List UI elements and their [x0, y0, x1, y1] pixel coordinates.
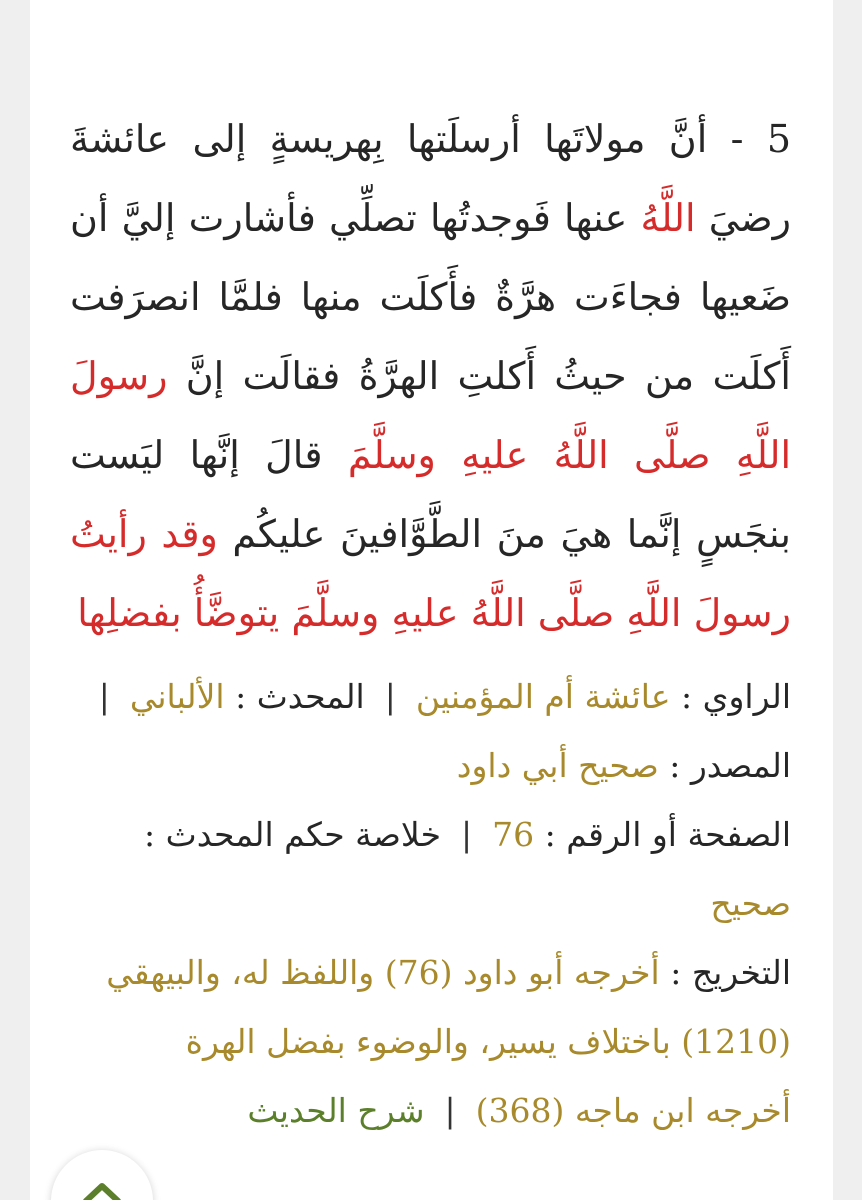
hadith-dash: - [707, 117, 767, 161]
page-value: 76 [492, 815, 535, 854]
page-ruling-row [70, 800, 791, 869]
muhaddith-label: المحدث : [224, 677, 365, 716]
separator: | [384, 677, 396, 716]
hadith-text-part: عنها فَوجدتُها تصلِّي فأشارت إليَّ أن ضَعيها فجاءَت هرَّةٌ فأَكلَت منها فلمَّا انصرَفت أَكلَت من حيثُ أَكلتِ الهرَّةُ فقالَت إنَّ [70, 196, 791, 398]
takhrij-row [70, 938, 791, 1007]
hadith-text-part: قالَ إنَّها ليَست بنجَسٍ إنَّما هيَ منَ الطَّوَّافينَ عليكُم [70, 433, 792, 556]
source-value[interactable]: صحيح أبي داود [456, 746, 659, 785]
hadith-text-part-red: رسولَ اللَّهِ صلَّى اللَّهُ عليهِ وسلَّمَ [70, 354, 791, 477]
hadith-metadata [70, 662, 791, 1145]
source-label: المصدر : [658, 746, 791, 785]
sharh-link[interactable]: شرح الحديث [247, 1091, 425, 1130]
scroll-top-button[interactable] [51, 1150, 153, 1200]
hadith-number: 5 [766, 117, 791, 161]
narrator-row [70, 662, 791, 731]
ruling-label: خلاصة حكم المحدث : [144, 815, 441, 854]
muhaddith-value[interactable]: الألباني [129, 677, 225, 716]
separator: | [444, 1091, 456, 1130]
hadith-text [70, 100, 791, 653]
hadith-text-part: أنَّ مولاتَها أرسلَتها بِهريسةٍ إلى عائشةَ رضيَ [70, 117, 791, 240]
takhrij-line-2: (1210) باختلاف يسير، والوضوء بفضل الهرة [185, 1022, 791, 1061]
page-label: الصفحة أو الرقم : [534, 815, 791, 854]
separator: | [98, 677, 110, 716]
takhrij-row-2 [70, 1007, 791, 1076]
hadith-card [30, 0, 833, 1200]
hadith-text-part-red: وقد رأيتُ رسولَ اللَّهِ صلَّى اللَّهُ عليهِ وسلَّمَ يتوضَّأُ بفضلِها [70, 512, 791, 635]
takhrij-label: التخريج : [659, 953, 791, 992]
hadith-text-part-red: اللَّهُ [640, 196, 696, 240]
ruling-value: صحيح [710, 884, 791, 923]
separator: | [460, 815, 473, 854]
takhrij-line-3: أخرجه ابن ماجه (368) [475, 1091, 791, 1130]
chevron-up-icon [81, 1180, 123, 1200]
narrator-label: الراوي : [670, 677, 791, 716]
takhrij-row-3 [70, 1076, 791, 1145]
narrator-value[interactable]: عائشة أم المؤمنين [415, 677, 671, 716]
takhrij-line-1: أخرجه أبو داود (76) واللفظ له، والبيهقي [106, 953, 660, 992]
ruling-row [70, 869, 791, 938]
source-row [70, 731, 791, 800]
